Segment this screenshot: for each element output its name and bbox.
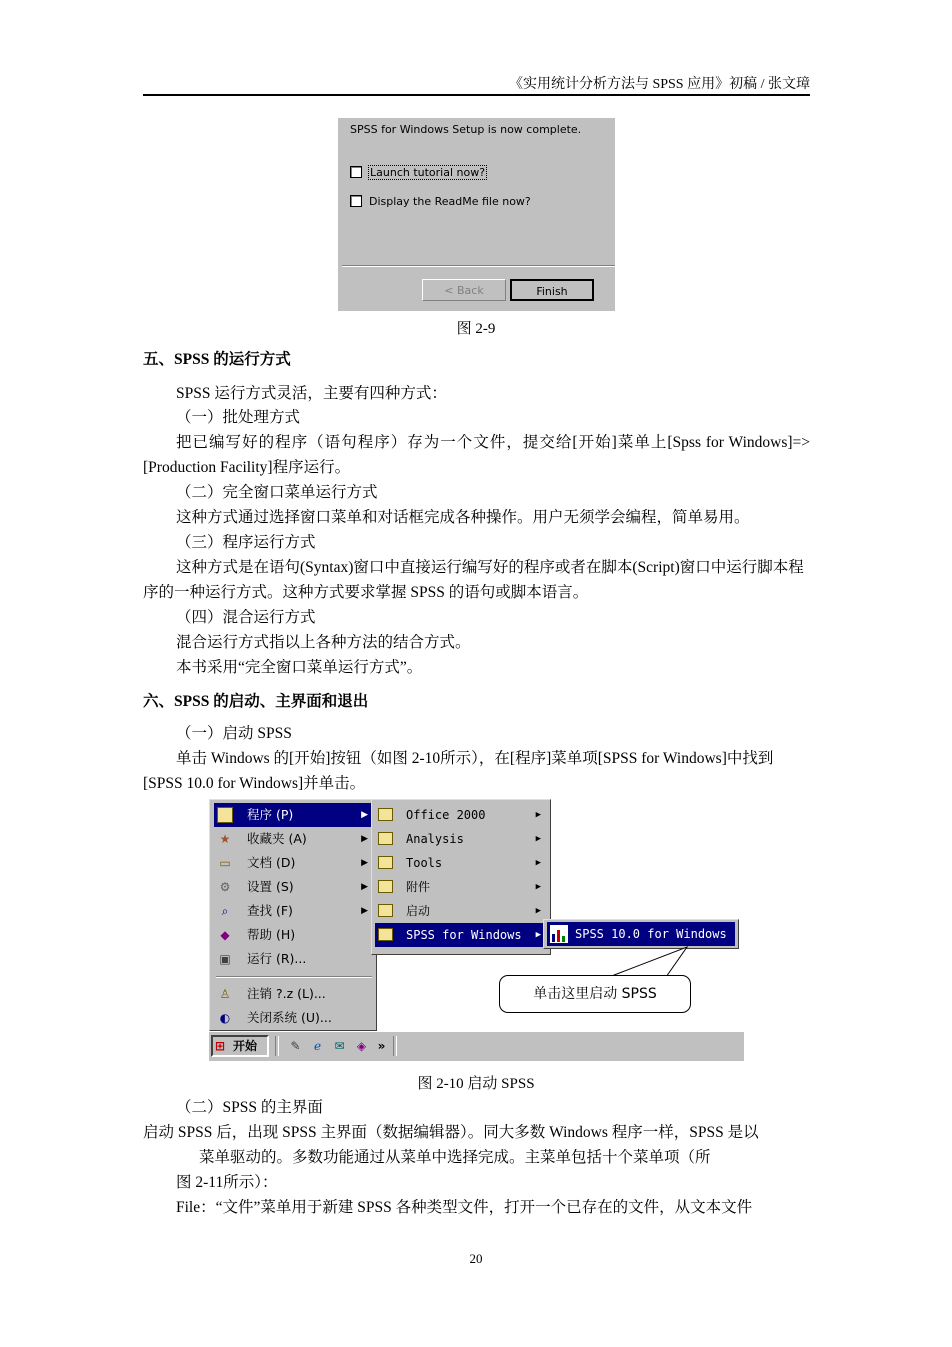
mode-3-text: 这种方式是在语句(Syntax)窗口中直接运行编写好的程序或者在脚本(Script)窗口中运行脚本程序的一种运行方式。这种方式要求掌握 SPSS 的语句或脚本语言。 [143,559,804,601]
back-button[interactable]: < Back [422,279,506,301]
mode-4-title: （四）混合运行方式 [176,609,316,626]
menu-item-settings[interactable]: ⚙ 设置 (S) ▶ [214,875,374,899]
submenu-arrow-icon: ▶ [535,906,541,916]
taskbar [209,1031,744,1061]
section-5-heading: 五、SPSS 的运行方式 [143,351,291,368]
page-number: 20 [469,1251,483,1266]
quicklaunch-outlook-icon[interactable]: ✉ [334,1039,345,1053]
section-6-heading: 六、SPSS 的启动、主界面和退出 [143,693,369,710]
finish-button[interactable]: Finish [510,279,594,301]
logoff-icon: ♙ [219,987,231,1001]
submenu-arrow-icon: ▶ [361,906,368,916]
readme-checkbox-label: Display the ReadMe file now? [369,195,531,208]
documents-icon: ▭ [219,856,231,870]
menu-item-shutdown[interactable]: ◐ 关闭系统 (U)... [214,1006,374,1030]
main-interface-text-4: File：“文件”菜单用于新建 SPSS 各种类型文件，打开一个已存在的文件，从文本文件 [176,1199,753,1216]
mode-1-text: 把已编写好的程序（语句程序）存为一个文件，提交给[开始]菜单上[Spss for Windows]=>[Production Facility]程序运行。 [143,434,810,476]
figure-2-10-caption: 图 2-10 启动 SPSS [417,1076,535,1092]
menu-item-documents[interactable]: ▭ 文档 (D) ▶ [214,851,374,875]
submenu-item-office[interactable]: Office 2000 ▶ [375,803,547,827]
submenu-arrow-icon: ▶ [535,834,541,844]
setup-message: SPSS for Windows Setup is now complete. [350,123,582,136]
dialog-separator [342,265,615,267]
quicklaunch-desktop-icon[interactable]: ✎ [290,1039,301,1053]
find-icon: ⌕ [221,904,229,918]
menu-item-logoff[interactable]: ♙ 注销 ?.z (L)... [214,982,374,1006]
submenu-arrow-icon: ▶ [535,930,541,940]
submenu-item-spss-for-windows[interactable]: SPSS for Windows ▶ [375,923,547,947]
taskbar-divider [275,1036,279,1056]
figure-2-9-caption: 图 2-9 [456,321,496,337]
mode-1-title: （一）批处理方式 [176,409,301,426]
submenu-arrow-icon: ▶ [361,810,368,820]
submenu-arrow-icon: ▶ [535,810,541,820]
readme-checkbox-row[interactable] [350,195,531,208]
main-interface-text-2: 菜单驱动的。多数功能通过从菜单中选择完成。主菜单包括十个菜单项（所 [199,1149,711,1166]
main-interface-text-3: 图 2-11所示）： [176,1174,278,1191]
submenu-item-accessories[interactable]: 附件 ▶ [375,875,547,899]
tutorial-checkbox-row[interactable] [350,166,486,179]
submenu-arrow-icon: ▶ [361,858,368,868]
menu-item-favorites[interactable]: ★ 收藏夹 (A) ▶ [214,827,374,851]
windows-logo-icon: ⊞ [215,1039,226,1053]
submenu-arrow-icon: ▶ [361,882,368,892]
quicklaunch-ie-icon[interactable]: ℯ [313,1039,322,1053]
mode-2-title: （二）完全窗口菜单运行方式 [176,484,378,501]
menu-item-run[interactable]: ▣ 运行 (R)... [214,947,374,971]
shutdown-icon: ◐ [219,1011,231,1025]
start-button[interactable]: ⊞ 开始 [211,1035,269,1057]
submenu-arrow-icon: ▶ [361,834,368,844]
mode-3-title: （三）程序运行方式 [176,534,316,551]
submenu-item-analysis[interactable]: Analysis ▶ [375,827,547,851]
settings-icon: ⚙ [219,880,231,894]
start-menu-screenshot [209,799,744,1061]
mode-2-text: 这种方式通过选择窗口菜单和对话框完成各种操作。用户无须学会编程，简单易用。 [176,509,750,526]
spss-10-launch-item[interactable]: SPSS 10.0 for Windows [547,922,735,946]
callout-click-here: 单击这里启动 SPSS [499,975,691,1013]
favorites-icon: ★ [219,832,231,846]
submenu-arrow-icon: ▶ [535,882,541,892]
submenu-arrow-icon: ▶ [535,858,541,868]
start-spss-title: （一）启动 SPSS [176,725,292,742]
setup-complete-dialog [338,118,615,311]
running-header: 《实用统计分析方法与 SPSS 应用》初稿 / 张文璋 [508,77,810,92]
main-interface-text-1: 启动 SPSS 后，出现 SPSS 主界面（数据编辑器）。同大多数 Windows 程序一样，SPSS 是以 [143,1124,759,1141]
run-icon: ▣ [219,952,231,966]
quicklaunch-media-icon[interactable]: ◈ [356,1039,367,1053]
start-spss-text: 单击 Windows 的[开始]按钮（如图 2-10所示），在[程序]菜单项[SPSS for Windows]中找到[SPSS 10.0 for Windows]并单击。 [143,750,774,792]
header-rule [143,94,810,96]
submenu-item-startup[interactable]: 启动 ▶ [375,899,547,923]
submenu-item-tools[interactable]: Tools ▶ [375,851,547,875]
section-5-intro: SPSS 运行方式灵活，主要有四种方式： [176,385,447,402]
help-icon: ◆ [220,928,230,942]
mode-4-text: 混合运行方式指以上各种方法的结合方式。 [176,634,471,651]
main-interface-title: （二）SPSS 的主界面 [176,1099,323,1116]
tutorial-checkbox-label: Launch tutorial now? [370,166,486,179]
readme-checkbox[interactable] [350,195,362,207]
section-5-conclusion: 本书采用“完全窗口菜单运行方式”。 [176,659,423,676]
menu-item-help[interactable]: ◆ 帮助 (H) [214,923,374,947]
tutorial-checkbox[interactable] [350,166,362,178]
menu-item-programs[interactable]: 程序 (P) ▶ [214,803,374,827]
taskbar-divider [393,1036,397,1056]
quicklaunch-overflow-chevron-icon[interactable]: » [377,1039,386,1053]
menu-item-find[interactable]: ⌕ 查找 (F) ▶ [214,899,374,923]
